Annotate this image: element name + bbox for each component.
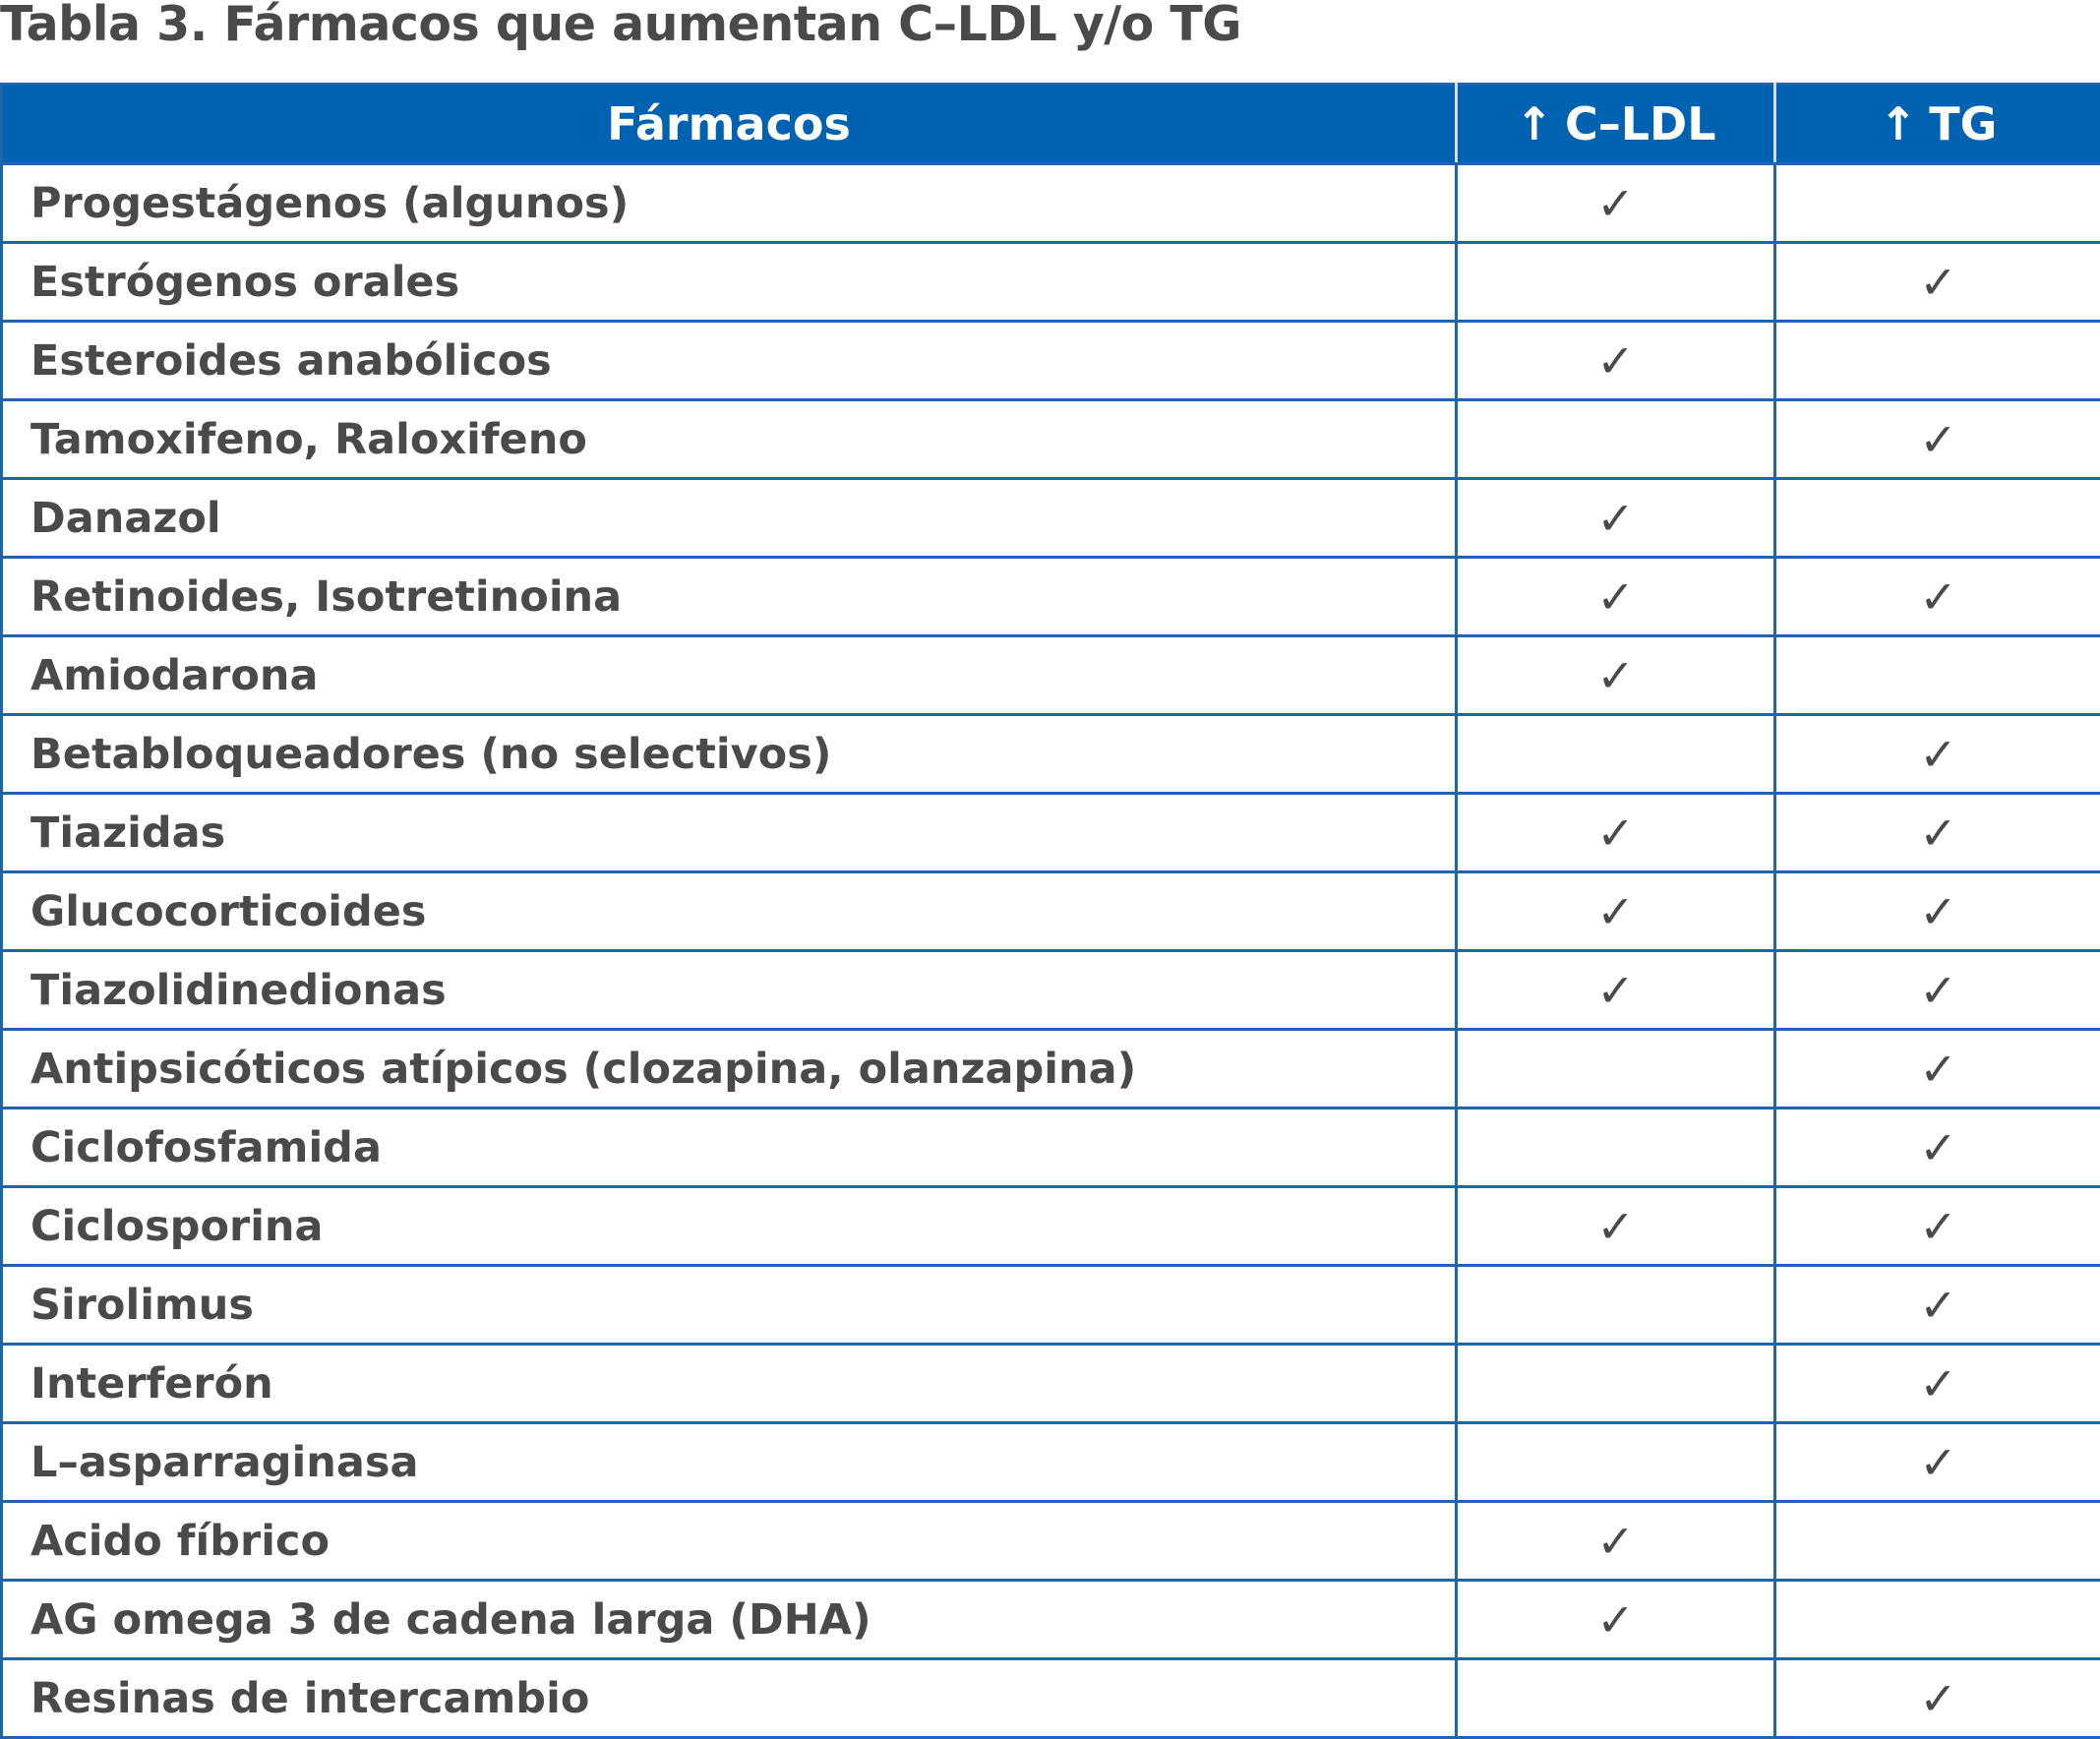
drug-name-cell: Retinoides, Isotretinoina <box>2 558 1457 636</box>
drug-name-cell: Tiazidas <box>2 794 1457 872</box>
table-row <box>2 558 2100 636</box>
check-icon: ✓ <box>1919 256 1957 309</box>
ldl-cell <box>1457 1187 1775 1266</box>
table-row <box>2 164 2100 243</box>
ldl-cell <box>1457 1423 1775 1502</box>
check-icon: ✓ <box>1596 334 1635 388</box>
ldl-cell <box>1457 872 1775 951</box>
ldl-cell <box>1457 558 1775 636</box>
check-icon: ✓ <box>1919 1279 1957 1332</box>
tg-cell <box>1775 951 2100 1030</box>
check-icon: ✓ <box>1596 1200 1635 1253</box>
ldl-cell <box>1457 636 1775 715</box>
ldl-cell <box>1457 1345 1775 1423</box>
check-icon: ✓ <box>1596 807 1635 860</box>
ldl-cell <box>1457 243 1775 322</box>
ldl-cell <box>1457 794 1775 872</box>
check-icon: ✓ <box>1919 885 1957 938</box>
check-icon: ✓ <box>1919 413 1957 466</box>
arrow-up-icon: ↑ <box>1880 97 1918 150</box>
drug-name-cell: Glucocorticoides <box>2 872 1457 951</box>
tg-cell <box>1775 1187 2100 1266</box>
column-header-drugs: Fármacos <box>2 85 1457 164</box>
table-row <box>2 479 2100 558</box>
tg-cell <box>1775 1502 2100 1581</box>
ldl-cell <box>1457 479 1775 558</box>
drug-name-cell: Ciclosporina <box>2 1187 1457 1266</box>
check-icon: ✓ <box>1596 570 1635 624</box>
check-icon: ✓ <box>1596 492 1635 545</box>
tg-cell <box>1775 1423 2100 1502</box>
check-icon: ✓ <box>1919 1200 1957 1253</box>
table-row <box>2 1423 2100 1502</box>
drug-name-cell: Resinas de intercambio <box>2 1659 1457 1738</box>
ldl-cell <box>1457 1030 1775 1109</box>
check-icon: ✓ <box>1919 1043 1957 1096</box>
tg-cell <box>1775 400 2100 479</box>
check-icon: ✓ <box>1596 885 1635 938</box>
check-icon: ✓ <box>1919 570 1957 624</box>
tg-cell <box>1775 872 2100 951</box>
drug-name-cell: L–asparraginasa <box>2 1423 1457 1502</box>
check-icon: ✓ <box>1919 1436 1957 1489</box>
table-row <box>2 1030 2100 1109</box>
tg-cell <box>1775 479 2100 558</box>
drug-name-cell: Acido fíbrico <box>2 1502 1457 1581</box>
table-row <box>2 951 2100 1030</box>
column-header-ldl <box>1457 85 1775 164</box>
table-row <box>2 243 2100 322</box>
table-row <box>2 1266 2100 1345</box>
arrow-up-icon: ↑ <box>1515 97 1553 150</box>
tg-cell <box>1775 558 2100 636</box>
drug-table <box>0 83 2100 1739</box>
tg-cell <box>1775 1266 2100 1345</box>
drug-name-cell: Sirolimus <box>2 1266 1457 1345</box>
drug-name-cell: AG omega 3 de cadena larga (DHA) <box>2 1581 1457 1659</box>
ldl-cell <box>1457 1109 1775 1187</box>
tg-cell <box>1775 164 2100 243</box>
check-icon: ✓ <box>1919 1121 1957 1174</box>
ldl-cell <box>1457 951 1775 1030</box>
drug-name-cell: Ciclofosfamida <box>2 1109 1457 1187</box>
drug-name-cell: Tamoxifeno, Raloxifeno <box>2 400 1457 479</box>
tg-cell <box>1775 1581 2100 1659</box>
drug-name-cell: Interferón <box>2 1345 1457 1423</box>
tg-cell <box>1775 1659 2100 1738</box>
ldl-cell <box>1457 322 1775 400</box>
check-icon: ✓ <box>1596 1515 1635 1568</box>
table-row <box>2 1502 2100 1581</box>
table-row <box>2 1345 2100 1423</box>
table-row <box>2 794 2100 872</box>
page-title: Tabla 3. Fármacos que aumentan C–LDL y/o TG <box>0 0 1241 49</box>
table-row <box>2 1581 2100 1659</box>
tg-cell <box>1775 794 2100 872</box>
table-row <box>2 636 2100 715</box>
tg-cell <box>1775 715 2100 794</box>
check-icon: ✓ <box>1919 1672 1957 1725</box>
table-row <box>2 1109 2100 1187</box>
table-header <box>2 85 2100 164</box>
column-header-tg <box>1775 85 2100 164</box>
column-header-ldl-label: C–LDL <box>1565 97 1716 150</box>
tg-cell <box>1775 322 2100 400</box>
table-row <box>2 872 2100 951</box>
tg-cell <box>1775 1345 2100 1423</box>
drug-name-cell: Esteroides anabólicos <box>2 322 1457 400</box>
drug-name-cell: Danazol <box>2 479 1457 558</box>
ldl-cell <box>1457 1266 1775 1345</box>
tg-cell <box>1775 636 2100 715</box>
ldl-cell <box>1457 400 1775 479</box>
check-icon: ✓ <box>1596 177 1635 230</box>
drug-name-cell: Antipsicóticos atípicos (clozapina, olanzapina) <box>2 1030 1457 1109</box>
drug-name-cell: Progestágenos (algunos) <box>2 164 1457 243</box>
ldl-cell <box>1457 164 1775 243</box>
drug-name-cell: Tiazolidinedionas <box>2 951 1457 1030</box>
drug-name-cell: Betabloqueadores (no selectivos) <box>2 715 1457 794</box>
drug-name-cell: Estrógenos orales <box>2 243 1457 322</box>
check-icon: ✓ <box>1919 807 1957 860</box>
drug-name-cell: Amiodarona <box>2 636 1457 715</box>
ldl-cell <box>1457 1502 1775 1581</box>
header-row <box>2 85 2100 164</box>
column-header-tg-label: TG <box>1929 97 1997 150</box>
check-icon: ✓ <box>1919 1357 1957 1410</box>
tg-cell <box>1775 243 2100 322</box>
tg-cell <box>1775 1030 2100 1109</box>
table-row <box>2 322 2100 400</box>
check-icon: ✓ <box>1596 649 1635 702</box>
check-icon: ✓ <box>1919 964 1957 1017</box>
tg-cell <box>1775 1109 2100 1187</box>
ldl-cell <box>1457 1581 1775 1659</box>
ldl-cell <box>1457 715 1775 794</box>
check-icon: ✓ <box>1596 964 1635 1017</box>
check-icon: ✓ <box>1596 1593 1635 1647</box>
table-row <box>2 400 2100 479</box>
table-row <box>2 1187 2100 1266</box>
table-body <box>2 164 2100 1738</box>
table-row <box>2 1659 2100 1738</box>
ldl-cell <box>1457 1659 1775 1738</box>
table-row <box>2 715 2100 794</box>
check-icon: ✓ <box>1919 728 1957 781</box>
